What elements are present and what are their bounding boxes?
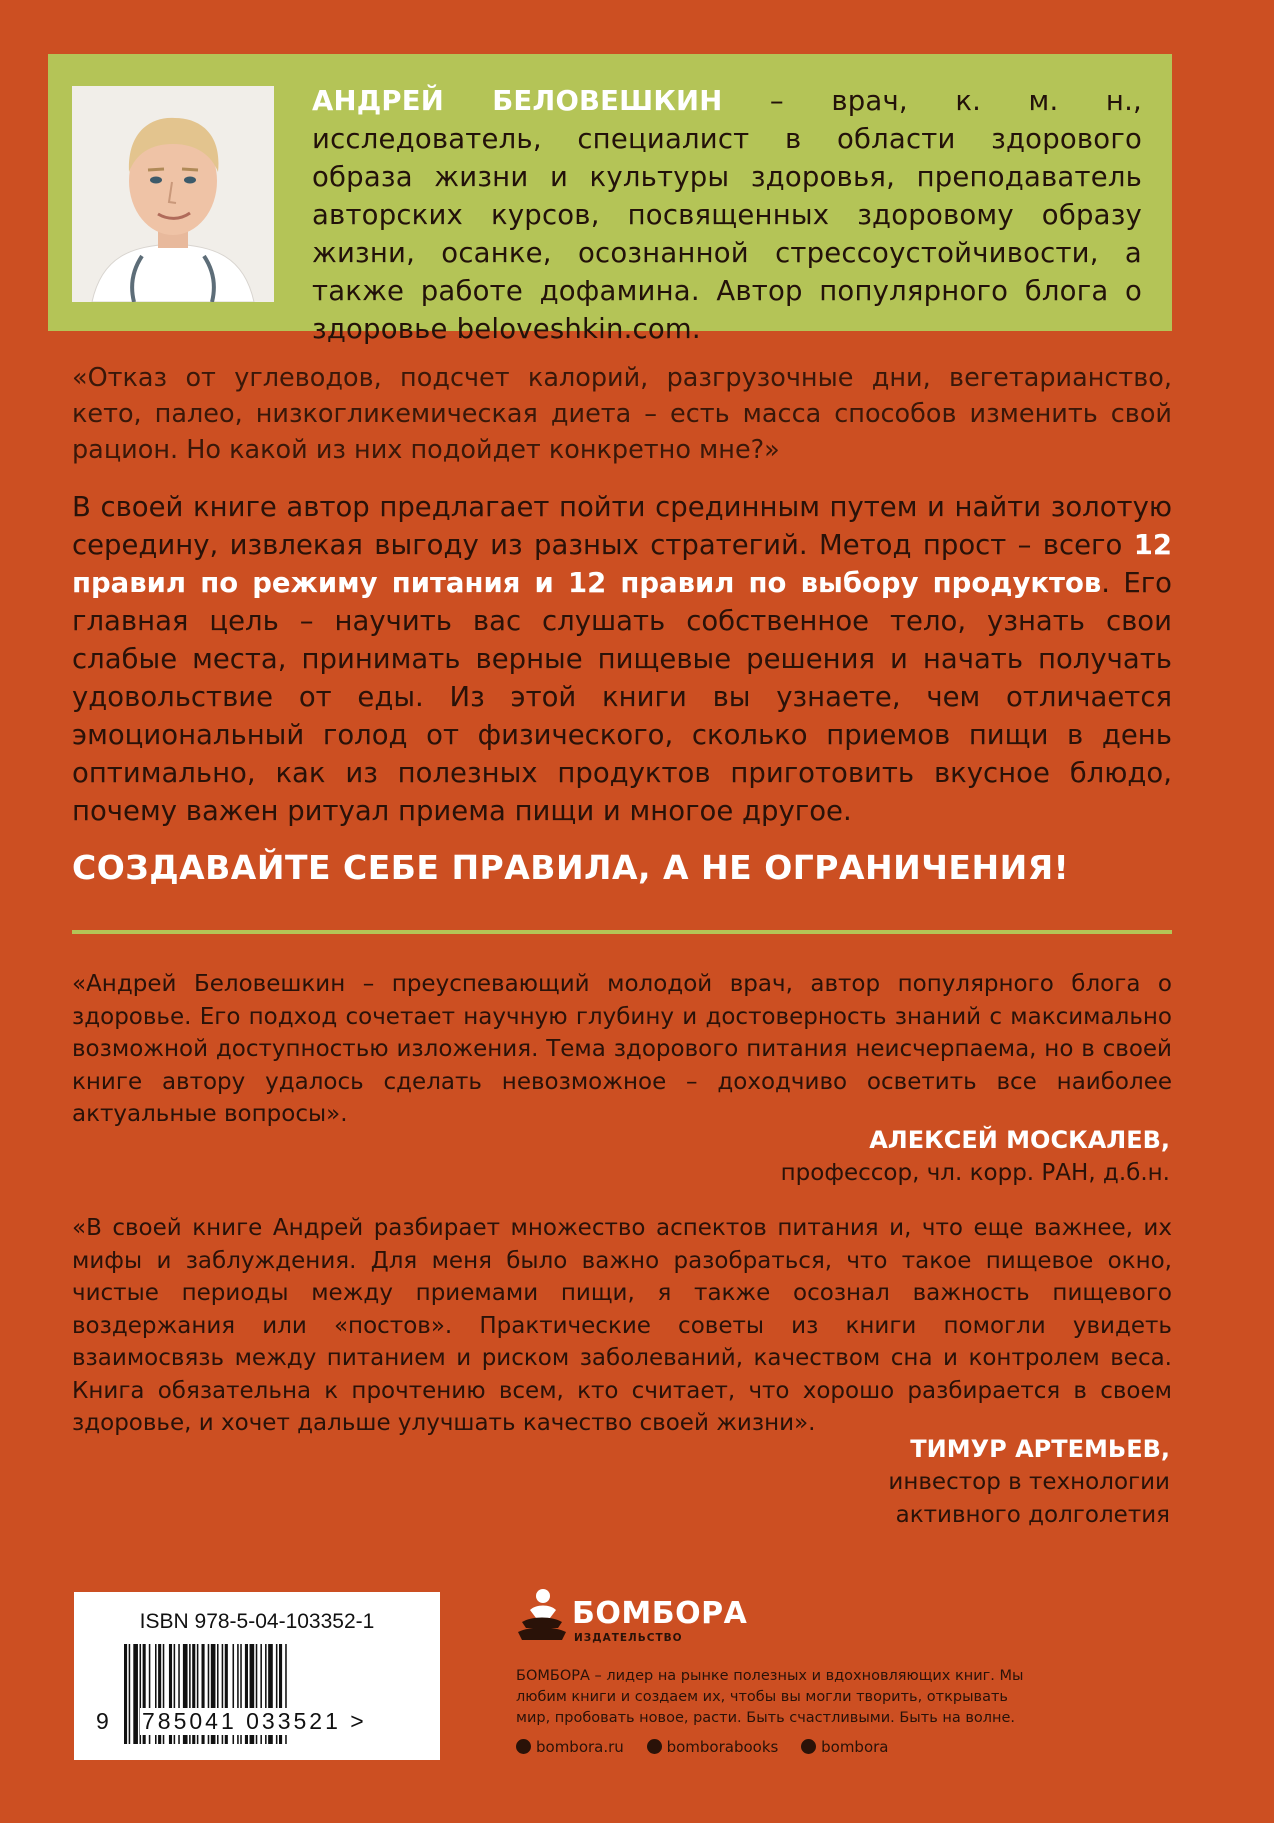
telegram-icon bbox=[801, 1739, 816, 1754]
link-vk[interactable]: bomborabooks bbox=[666, 1738, 779, 1756]
barcode-bar bbox=[129, 1644, 131, 1744]
link-website[interactable]: bombora.ru bbox=[536, 1738, 624, 1756]
review-2-author-role-line-1: инвестор в технологии bbox=[888, 1469, 1170, 1495]
globe-icon bbox=[516, 1739, 531, 1754]
publisher-name: БОМБОРА bbox=[572, 1596, 748, 1631]
barcode-first-digit: 9 bbox=[96, 1708, 112, 1734]
description-part-2: . Его главная цель – научить вас слушать собственное тело, узнать свои слабые места, принимать верные пищевые решения и начать получать удовольствие от еды. Из этой книги вы узнаете, чем отличается эмоциональный голод от физического, сколько приемов пищи в день оптимально, как из полезных продуктов приготовить вкусное блюдо, почему важен ритуал приема пищи и многое другое. bbox=[72, 567, 1172, 827]
review-1-text: «Андрей Беловешкин – преуспевающий молодой врач, автор популярного блога о здоровье. Его подход сочетает научную глубину и достоверность знаний с максимально возможной доступностью изложения. Тема здорового питания неисчерпаема, но в своей книге автору удалось сделать невозможное – доходчиво осветить все наиболее актуальные вопросы». bbox=[72, 971, 1172, 1127]
barcode-box bbox=[74, 1592, 440, 1760]
description-highlight: 12 правил по режиму питания и 12 правил по выбору продуктов bbox=[72, 529, 1172, 599]
barcode-bar bbox=[133, 1644, 138, 1744]
author-photo bbox=[72, 86, 274, 302]
publisher-links bbox=[516, 1738, 1036, 1756]
review-2-author-role-line-2: активного долголетия bbox=[895, 1502, 1170, 1528]
review-1-author-role: профессор, чл. корр. РАН, д.б.н. bbox=[780, 1160, 1170, 1186]
book-description bbox=[72, 488, 1172, 830]
isbn-number: ISBN 978-5-04-103352-1 bbox=[139, 1610, 375, 1633]
publisher-description: БОМБОРА – лидер на рынке полезных и вдохновляющих книг. Мы любим книги и создаем их, чтобы вы могли творить, открывать мир, пробовать новое, расти. Быть счастливыми. Быть на волне. bbox=[516, 1668, 1024, 1726]
intro-quote: «Отказ от углеводов, подсчет калорий, разгрузочные дни, вегетарианство, кето, палео, низкогликемическая диета – есть масса способов изменить свой рацион. Но какой из них подойдет конкретно мне?» bbox=[72, 363, 1172, 465]
link-telegram[interactable]: bombora bbox=[821, 1738, 889, 1756]
author-bio-description: – врач, к. м. н., исследователь, специалист в области здорового образа жизни и культуры здоровья, преподаватель авторских курсов, посвященных здоровому образу жизни, осанке, осознанной стрессоустойчивости, а также работе дофамина. Автор популярного блога о здоровье beloveshkin.com. bbox=[312, 85, 1142, 345]
review-2-author bbox=[888, 1433, 1170, 1532]
publisher-subtitle: ИЗДАТЕЛЬСТВО bbox=[574, 1632, 683, 1644]
review-1-author bbox=[781, 1124, 1170, 1190]
author-name: АНДРЕЙ БЕЛОВЕШКИН bbox=[312, 85, 723, 117]
author-bio-text bbox=[312, 82, 1142, 348]
description-part-1: В своей книге автор предлагает пойти срединным путем и найти золотую середину, извлекая выгоду из разных стратегий. Метод прост – всего bbox=[72, 491, 1172, 561]
review-1-author-name: АЛЕКСЕЙ МОСКАЛЕВ, bbox=[869, 1126, 1170, 1154]
bombora-logo-icon bbox=[516, 1586, 566, 1644]
author-portrait-image bbox=[72, 86, 274, 302]
barcode-digit-groups: 785041 033521 > bbox=[142, 1708, 367, 1734]
slogan: СОЗДАВАЙТЕ СЕБЕ ПРАВИЛА, А НЕ ОГРАНИЧЕНИЯ! bbox=[72, 848, 1070, 887]
review-2-text: «В своей книге Андрей разбирает множество аспектов питания и, что еще важнее, их мифы и заблуждения. Для меня было важно разобраться, что такое пищевое окно, чистые периоды между приемами пищи, я также осознал важность пищевого воздержания или «постов». Практические советы из книги помогли увидеть взаимосвязь между питанием и риском заболеваний, качеством сна и контролем веса. Книга обязательна к прочтению всем, кто считает, что хорошо разбирается в своем здоровье, и хочет дальше улучшать качество своей жизни». bbox=[72, 1215, 1172, 1436]
vk-icon bbox=[647, 1739, 662, 1754]
review-2-author-name: ТИМУР АРТЕМЬЕВ, bbox=[910, 1435, 1170, 1463]
section-divider bbox=[72, 930, 1172, 934]
barcode-bar bbox=[124, 1644, 127, 1744]
author-bio-box bbox=[48, 54, 1172, 345]
